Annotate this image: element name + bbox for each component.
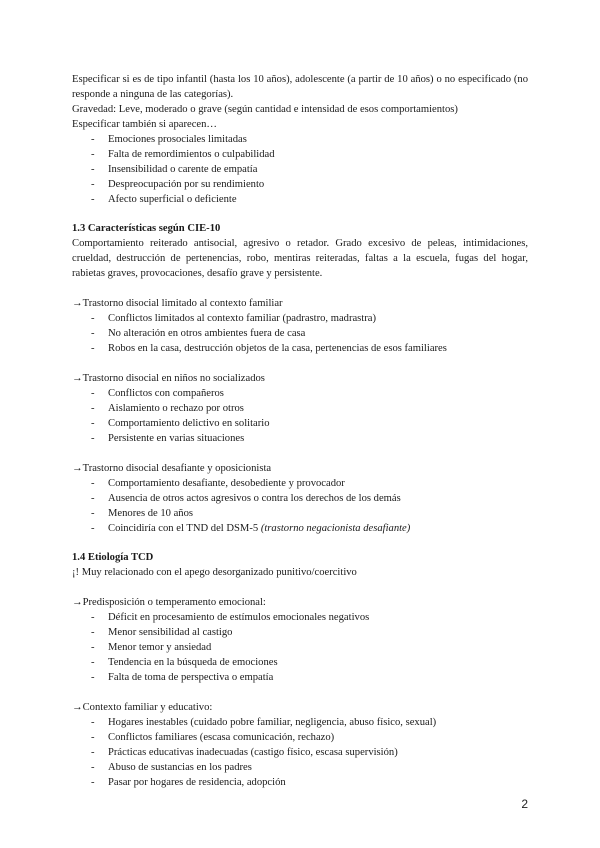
- list-item: - Afecto superficial o deficiente: [72, 192, 528, 207]
- list-item: - Menor temor y ansiedad: [72, 640, 528, 655]
- specifier-list: [72, 132, 528, 207]
- severity-line: Gravedad: Leve, moderado o grave (según cantidad e intensidad de esos comportamientos): [72, 104, 458, 115]
- page-number: 2: [521, 797, 528, 811]
- group-title-no-socializados: →Trastorno disocial en niños no socializados: [72, 373, 265, 384]
- also-specify-line: Especificar también si aparecen…: [72, 119, 218, 130]
- list-item: - Ausencia de otros actos agresivos o contra los derechos de los demás: [72, 491, 528, 506]
- list-item: - Menor sensibilidad al castigo: [72, 625, 528, 640]
- list-item: - Abuso de sustancias en los padres: [72, 760, 528, 775]
- list-item: - Emociones prosociales limitadas: [72, 132, 528, 147]
- no-socializados-list: [72, 386, 528, 446]
- list-item: - No alteración en otros ambientes fuera de casa: [72, 326, 528, 341]
- list-item: - Prácticas educativas inadecuadas (castigo físico, escasa supervisión): [72, 745, 528, 760]
- section-heading-1-4: 1.4 Etiología TCD: [72, 552, 154, 563]
- desafiante-list: [72, 476, 528, 536]
- tnd-text: Coincidiría con el TND del DSM-5: [108, 523, 261, 534]
- list-item: - Conflictos limitados al contexto familiar (padrastro, madrastra): [72, 311, 528, 326]
- list-item: - Insensibilidad o carente de empatía: [72, 162, 528, 177]
- group-title-predisposicion: →Predisposición o temperamento emocional:: [72, 597, 266, 608]
- list-item: - Conflictos familiares (escasa comunicación, rechazo): [72, 730, 528, 745]
- list-item: - Pasar por hogares de residencia, adopción: [72, 775, 528, 790]
- group-title-familiar: →Trastorno disocial limitado al contexto familiar: [72, 298, 283, 309]
- list-item: - Hogares inestables (cuidado pobre familiar, negligencia, abuso físico, sexual): [72, 715, 528, 730]
- apego-note: ¡! Muy relacionado con el apego desorganizado punitivo/coercitivo: [72, 567, 357, 578]
- list-item: - Menores de 10 años: [72, 506, 528, 521]
- page-content: [72, 72, 528, 790]
- list-item: - Despreocupación por su rendimiento: [72, 177, 528, 192]
- list-item: - Conflictos con compañeros: [72, 386, 528, 401]
- list-item: - Persistente en varias situaciones: [72, 431, 528, 446]
- contexto-list: [72, 715, 528, 790]
- predisposicion-list: [72, 610, 528, 685]
- list-item: - Robos en la casa, destrucción objetos de la casa, pertenencias de esos familiares: [72, 341, 528, 356]
- list-item: [72, 521, 528, 536]
- group-title-contexto: →Contexto familiar y educativo:: [72, 702, 213, 713]
- tnd-italic-text: (trastorno negacionista desafiante): [260, 523, 411, 534]
- list-item: - Falta de toma de perspectiva o empatía: [72, 670, 528, 685]
- specify-type-paragraph: Especificar si es de tipo infantil (hasta los 10 años), adolescente (a partir de 10 años) o no especificado (no responde a ninguna de las categorías).: [72, 74, 528, 100]
- list-item: - Falta de remordimientos o culpabilidad: [72, 147, 528, 162]
- list-item: - Déficit en procesamiento de estímulos emocionales negativos: [72, 610, 528, 625]
- list-item: - Tendencia en la búsqueda de emociones: [72, 655, 528, 670]
- list-item: - Comportamiento desafiante, desobediente y provocador: [72, 476, 528, 491]
- cie10-description: Comportamiento reiterado antisocial, agresivo o retador. Grado excesivo de peleas, intimidaciones, crueldad, destrucción de pertenencias, robo, mentiras reiteradas, faltas a la escuela, fugas del hogar, rabietas graves, provocaciones, desafío grave y persistente.: [72, 238, 528, 279]
- list-item: - Aislamiento o rechazo por otros: [72, 401, 528, 416]
- section-heading-1-3: 1.3 Características según CIE-10: [72, 223, 221, 234]
- group-title-desafiante: →Trastorno disocial desafiante y oposicionista: [72, 463, 272, 474]
- familiar-list: [72, 311, 528, 356]
- list-item: - Comportamiento delictivo en solitario: [72, 416, 528, 431]
